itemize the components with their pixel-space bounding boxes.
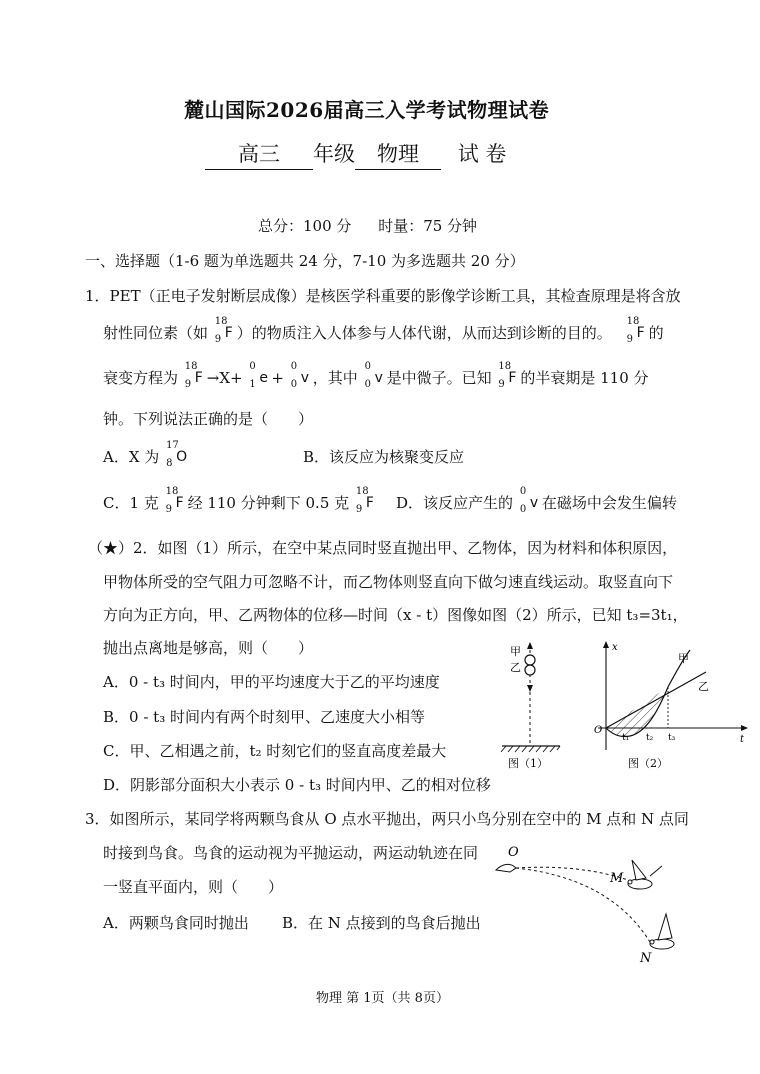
label-jia: 甲 <box>510 645 521 658</box>
q1-text: →X+ <box>206 369 243 387</box>
nuclide-F18: 18 9 F <box>165 486 184 515</box>
t-axis-label: t <box>740 734 745 745</box>
nuclide-F18: 18 9 F <box>355 486 374 515</box>
q1-option-a[interactable] <box>103 440 188 469</box>
curve-jia-label: 甲 <box>678 652 689 665</box>
x-axis-arrow-icon <box>603 641 609 648</box>
subject-value: 物理 <box>355 138 441 170</box>
option-d-label: D．该反应产生的 <box>396 494 514 512</box>
q1-line4: 钟。下列说法正确的是（ ） <box>103 410 314 428</box>
nuclide-F18: 18 9 F <box>214 316 233 345</box>
q3-option-a[interactable]: A．两颗鸟食同时抛出 <box>103 914 249 932</box>
point-n-label: N <box>640 951 652 966</box>
q1-line1: 1．PET（正电子发射断层成像）是核医学科重要的影像学诊断工具，其检查原理是将含放 <box>85 287 681 305</box>
paper-label: 试 卷 <box>457 142 507 166</box>
q3-line1: 3．如图所示，某同学将两颗鸟食从 O 点水平抛出，两只小鸟分别在空中的 M 点和 N 点同 <box>85 810 689 828</box>
q1-line2 <box>103 316 664 345</box>
shaded-area <box>606 687 668 737</box>
line-yi-label: 乙 <box>698 680 709 693</box>
q2-option-a[interactable]: A．0 - t₃ 时间内，甲的平均速度大于乙的平均速度 <box>103 673 440 691</box>
q1-line3 <box>103 361 649 390</box>
q1-option-c[interactable] <box>103 486 378 515</box>
q1-text: ）的物质注入人体参与人体代谢，从而达到诊断的目的。 <box>236 324 612 342</box>
nuclide-F18: 18 9 F <box>184 361 203 390</box>
t3-label: t₃ <box>668 733 676 743</box>
t1-label: t₁ <box>622 733 630 743</box>
grade-suffix: 年级 <box>313 142 355 166</box>
nuclide-neutrino: 0 0 v <box>364 361 383 390</box>
q1-text: 的半衰期是 110 分 <box>520 369 649 387</box>
q3-option-b[interactable]: B．在 N 点接到的鸟食后抛出 <box>282 914 481 932</box>
nuclide-neutrino: 0 0 v <box>290 361 310 390</box>
up-arrow-icon <box>527 642 533 649</box>
q1-option-d[interactable] <box>396 486 677 515</box>
q2-option-c[interactable]: C．甲、乙相遇之前，t₂ 时刻它们的竖直高度差最大 <box>103 742 447 760</box>
figure-3 <box>490 838 690 970</box>
nuclide-neutrino: 0 0 v <box>519 486 539 515</box>
q1-option-b[interactable]: B．该反应为核聚变反应 <box>303 448 465 466</box>
hand-icon <box>496 864 516 872</box>
q1-text: 射性同位素（如 <box>103 324 209 342</box>
q1-text: ，其中 <box>312 369 358 387</box>
q1-text: 的 <box>648 324 664 342</box>
section-heading: 一、选择题（1-6 题为单选题共 24 分，7-10 为多选题共 20 分） <box>85 252 525 270</box>
q2-line3: 方向为正方向，甲、乙两物体的位移—时间（x - t）图像如图（2）所示，已知 t₃=3t₁， <box>103 606 688 624</box>
trajectory-to-n <box>516 868 650 942</box>
q1-text: + <box>271 369 284 387</box>
ball-jia <box>525 655 535 665</box>
nuclide-F18: 18 9 F <box>626 316 645 345</box>
grade-subject-line <box>205 138 506 170</box>
nuclide-positron: 0 1 e <box>249 361 269 390</box>
option-c-text: 经 110 分钟剩下 0.5 克 <box>187 494 350 512</box>
q2-line4: 抛出点离地是够高，则（ ） <box>103 639 314 657</box>
figure-2 <box>586 638 752 772</box>
grade-value: 高三 <box>205 138 313 170</box>
q1-text: 是中微子。已知 <box>386 369 492 387</box>
t-axis-arrow-icon <box>741 725 748 731</box>
point-o-label: O <box>508 845 519 860</box>
option-d-text: 在磁场中会发生偏转 <box>541 494 677 512</box>
figure-2-caption: 图（2） <box>628 757 668 770</box>
figure-1 <box>496 638 576 772</box>
line-yi <box>606 672 706 728</box>
nuclide-O17: 17 8 O <box>166 440 188 469</box>
origin-label: O <box>594 725 603 736</box>
score-time-line <box>258 215 477 236</box>
ball-yi <box>525 665 535 675</box>
page-footer: 物理 第 1页（共 8页） <box>316 991 449 1006</box>
bird-n-icon <box>650 914 674 949</box>
point-m-label: M <box>610 871 624 886</box>
q3-line3: 一竖直平面内，则（ ） <box>103 878 284 896</box>
q2-line1: （★）2．如图（1）所示，在空中某点同时竖直抛出甲、乙物体，因为材料和体积原因， <box>88 539 678 557</box>
q3-line2: 时接到鸟食。鸟食的运动视为平抛运动，两运动轨迹在同 <box>103 844 479 862</box>
time-limit: 时量：75 分钟 <box>378 217 478 235</box>
q2-line2: 甲物体所受的空气阻力可忽略不计，而乙物体则竖直向下做匀速直线运动。取竖直向下 <box>103 573 674 591</box>
x-axis-label: x <box>612 642 618 653</box>
q1-text: 衰变方程为 <box>103 369 179 387</box>
exam-title: 麓山国际2026届高三入学考试物理试卷 <box>184 98 550 122</box>
label-yi: 乙 <box>510 661 521 674</box>
down-arrow-icon <box>527 685 533 692</box>
total-score: 总分：100 分 <box>258 217 352 235</box>
q2-option-d[interactable]: D．阴影部分面积大小表示 0 - t₃ 时间内甲、乙的相对位移 <box>103 776 491 794</box>
bird-m-icon <box>628 860 662 889</box>
figure-1-caption: 图（1） <box>508 757 548 770</box>
q2-option-b[interactable]: B．0 - t₃ 时间内有两个时刻甲、乙速度大小相等 <box>103 708 425 726</box>
nuclide-F18: 18 9 F <box>498 361 517 390</box>
ground-hatch <box>501 746 560 752</box>
option-a-label: A．X 为 <box>103 448 160 466</box>
option-c-label: C．1 克 <box>103 494 159 512</box>
t2-label: t₂ <box>646 733 654 743</box>
